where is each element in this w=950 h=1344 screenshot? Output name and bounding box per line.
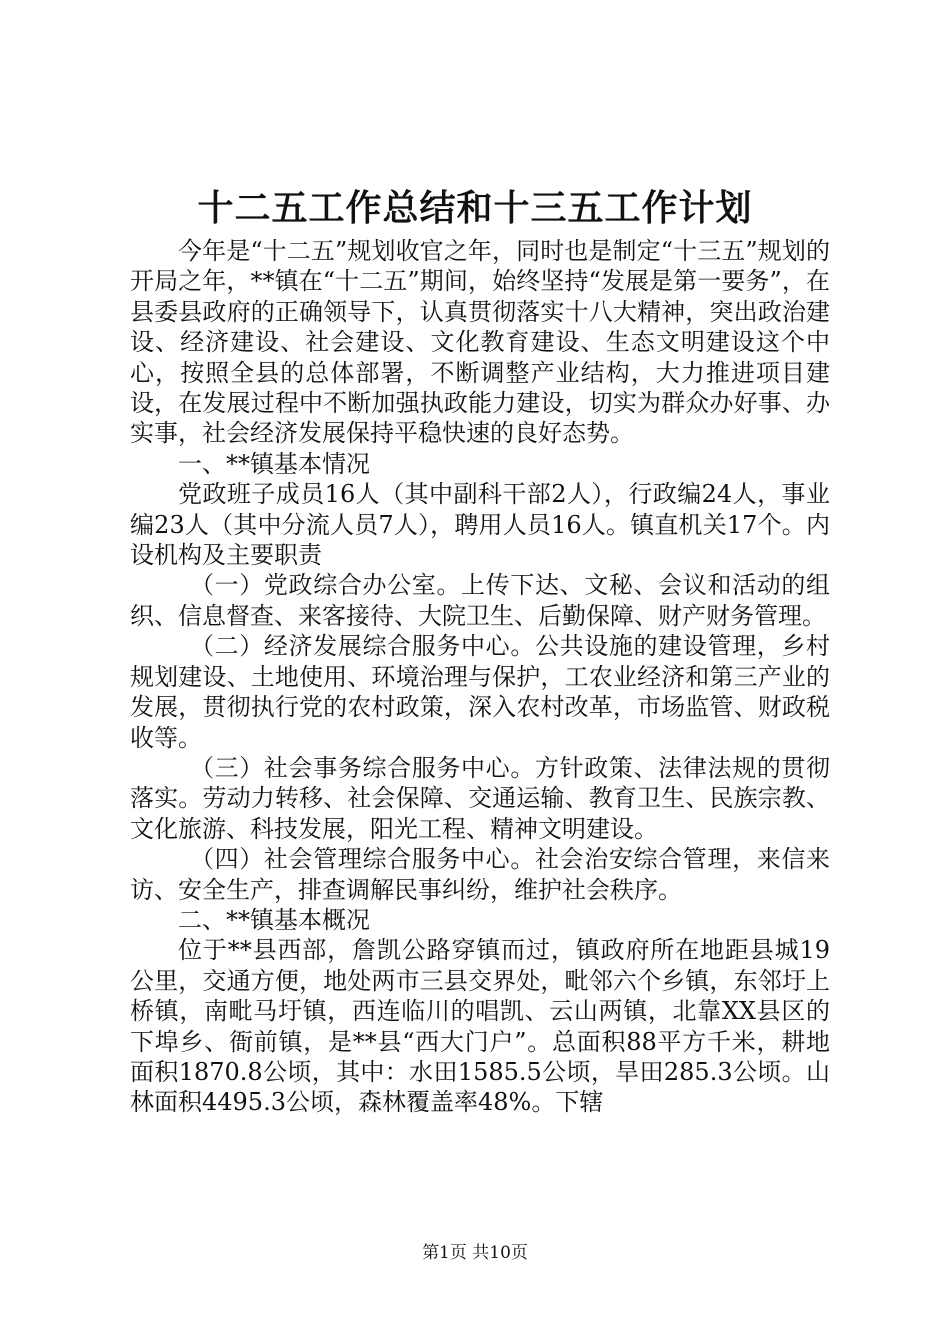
paragraph-office-4: （四）社会管理综合服务中心。社会治安综合管理，来信来访、安全生产，排查调解民事纠纷，维护社会秩序。 [130, 845, 830, 904]
document-title: 十二五工作总结和十三五工作计划 [197, 187, 753, 229]
paragraph-location: 位于**县西部，詹凯公路穿镇而过，镇政府所在地距县城19公里，交通方便，地处两市三县交界处，毗邻六个乡镇，东邻圩上桥镇，南毗马圩镇，西连临川的唱凯、云山两镇，北靠XX县区的下埠乡、衙前镇，是**县“西大门户”。总面积88平方千米，耕地面积1870.8公顷，其中：水田1585.5公顷，旱田285.3公顷。山林面积4495.3公顷，森林覆盖率48%。下辖 [130, 936, 830, 1117]
paragraph-office-2: （二）经济发展综合服务中心。公共设施的建设管理，乡村规划建设、土地使用、环境治理与保护，工农业经济和第三产业的发展，贯彻执行党的农村政策，深入农村改革，市场监管、财政税收等。 [130, 632, 830, 752]
paragraph-intro: 今年是“十二五”规划收官之年，同时也是制定“十三五”规划的开局之年，**镇在“十二五”期间，始终坚持“发展是第一要务”，在县委县政府的正确领导下，认真贯彻落实十八大精神，突出政治建设、经济建设、社会建设、文化教育建设、生态文明建设这个中心，按照全县的总体部署，不断调整产业结构，大力推进项目建设，在发展过程中不断加强执政能力建设，切实为群众办好事、办实事，社会经济发展保持平稳快速的良好态势。 [130, 237, 830, 448]
paragraph-office-3: （三）社会事务综合服务中心。方针政策、法律法规的贯彻落实。劳动力转移、社会保障、交通运输、教育卫生、民族宗教、文化旅游、科技发展，阳光工程、精神文明建设。 [130, 753, 830, 843]
document-body [130, 236, 830, 1118]
page-number: 第1页 共10页 [422, 1243, 528, 1263]
section-heading-basic-info: 一、**镇基本情况 [178, 449, 370, 478]
paragraph-office-1: （一）党政综合办公室。上传下达、文秘、会议和活动的组织、信息督查、来客接待、大院卫生、后勤保障、财产财务管理。 [130, 571, 830, 630]
paragraph-staffing: 党政班子成员16人（其中副科干部2人），行政编24人，事业编23人（其中分流人员7人），聘用人员16人。镇直机关17个。内设机构及主要职责 [130, 480, 830, 570]
section-heading-overview: 二、**镇基本概况 [178, 905, 370, 934]
